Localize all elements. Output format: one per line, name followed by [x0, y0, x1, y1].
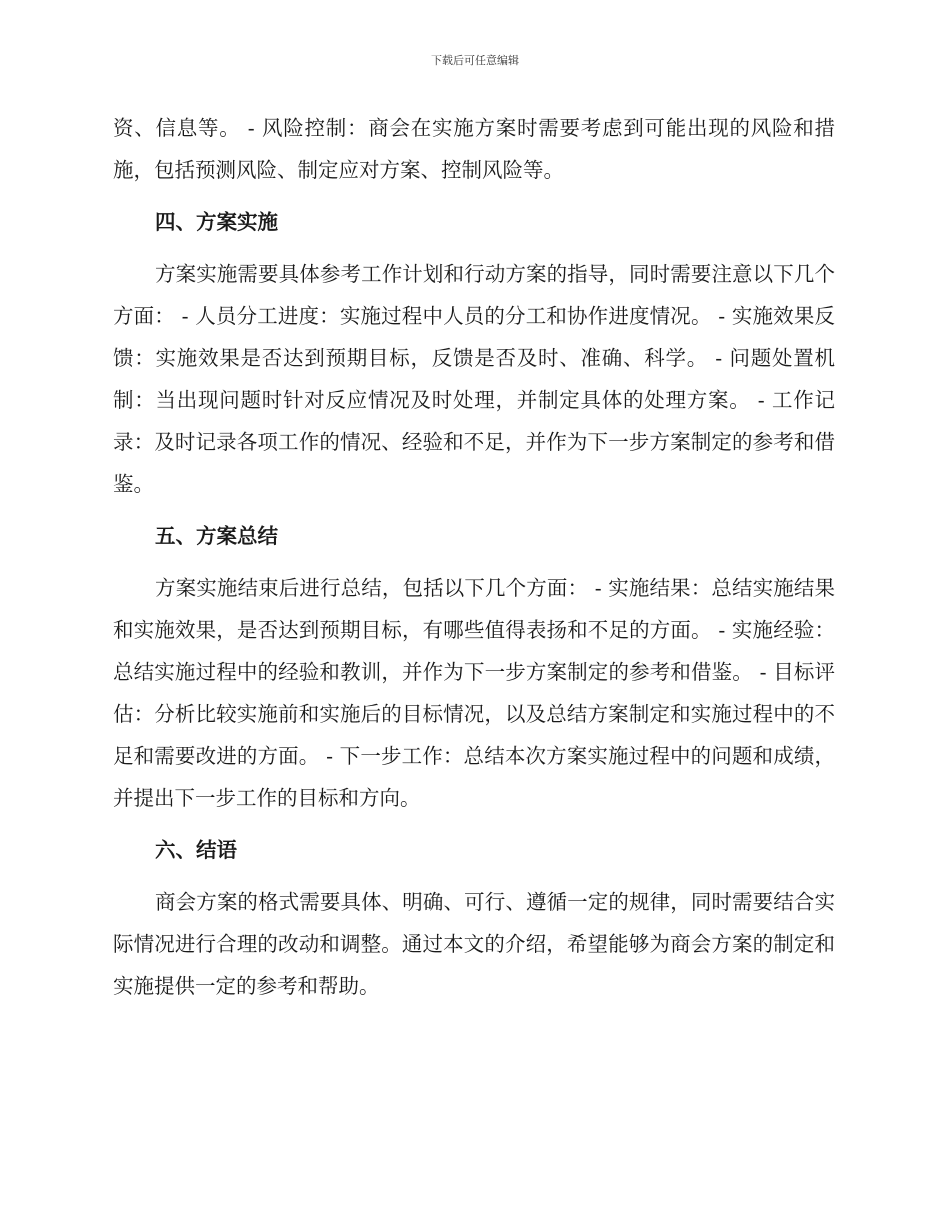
section-heading-summary: 五、方案总结: [155, 524, 278, 548]
section-heading-implementation: 四、方案实施: [155, 210, 278, 234]
page-header: 下载后可任意编辑: [431, 54, 519, 67]
paragraph-implementation: 方案实施需要具体参考工作计划和行动方案的指导，同时需要注意以下几个方面： - 人员分工进度：实施过程中人员的分工和协作进度情况。 - 实施效果反馈：实施效果是否达到预期目标，反馈是否及时、准确、科学。 - 问题处置机制：当出现问题时针对反应情况及时处理，并制定具体的处理方案。 - 工作记录：及时记录各项工作的情况、经验和不足，并作为下一步方案制定的参考和借鉴。: [113, 262, 835, 496]
paragraph-conclusion: 商会方案的格式需要具体、明确、可行、遵循一定的规律，同时需要结合实际情况进行合理的改动和调整。通过本文的介绍，希望能够为商会方案的制定和实施提供一定的参考和帮助。: [113, 890, 835, 998]
paragraph-summary: 方案实施结束后进行总结，包括以下几个方面： - 实施结果：总结实施结果和实施效果，是否达到预期目标，有哪些值得表扬和不足的方面。 - 实施经验：总结实施过程中的经验和教训，并作为下一步方案制定的参考和借鉴。 - 目标评估：分析比较实施前和实施后的目标情况，以及总结方案制定和实施过程中的不足和需要改进的方面。 - 下一步工作：总结本次方案实施过程中的问题和成绩，并提出下一步工作的目标和方向。: [113, 576, 835, 810]
paragraph-risk-control: 资、信息等。 - 风险控制：商会在实施方案时需要考虑到可能出现的风险和措施，包括预测风险、制定应对方案、控制风险等。: [113, 116, 835, 182]
document-body: [113, 107, 835, 1007]
section-heading-conclusion: 六、结语: [155, 838, 237, 862]
